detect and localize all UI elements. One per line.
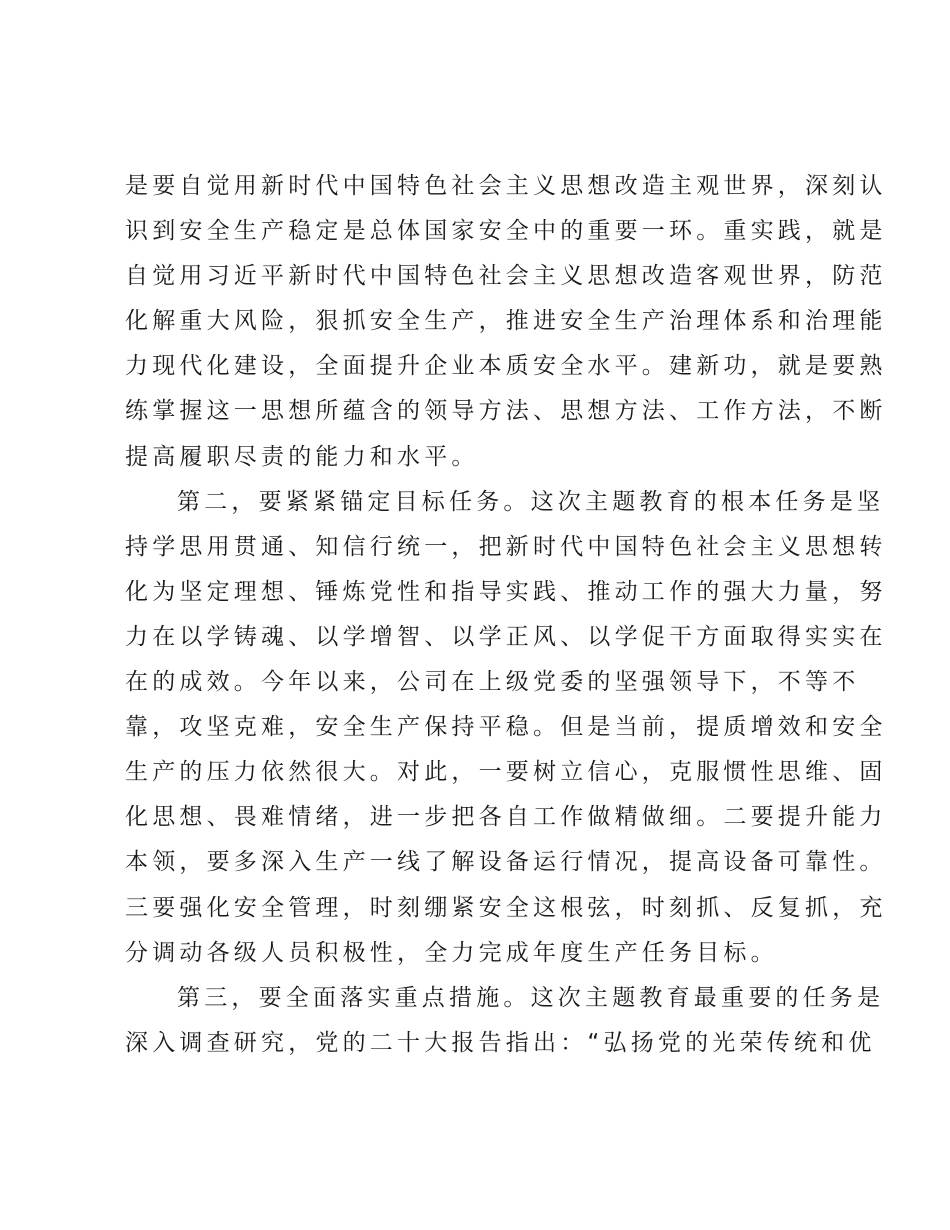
- text-line: 本领，要多深入生产一线了解设备运行情况，提高设备可靠性。: [125, 849, 887, 876]
- paragraph-third-point: [125, 976, 885, 1066]
- document-page: [125, 164, 887, 1066]
- text-line: 分调动各级人员积极性，全力完成年度生产任务目标。: [125, 939, 778, 966]
- text-line-first: 第二，要紧紧锚定目标任务。这次主题教育的根本任务是坚: [177, 488, 885, 515]
- text-line: 力现代化建设，全面提升企业本质安全水平。建新功，就是要熟: [125, 353, 887, 380]
- text-line: 持学思用贯通、知信行统一，把新时代中国特色社会主义思想转: [125, 533, 887, 560]
- text-line: 自觉用习近平新时代中国特色社会主义思想改造客观世界，防范: [125, 263, 887, 290]
- text-line-first: 第三，要全面落实重点措施。这次主题教育最重要的任务是: [177, 984, 885, 1011]
- text-line: 深入调查研究，党的二十大报告指出：“弘扬党的光荣传统和优: [125, 1029, 876, 1056]
- text-line: 练掌握这一思想所蕴含的领导方法、思想方法、工作方法，不断: [125, 398, 887, 425]
- text-line: 是要自觉用新时代中国特色社会主义思想改造主观世界，深刻认: [125, 173, 887, 199]
- text-line: 提高履职尽责的能力和水平。: [125, 443, 479, 470]
- paragraph-continuation: [125, 164, 887, 480]
- text-line: 识到安全生产稳定是总体国家安全中的重要一环。重实践，就是: [125, 218, 887, 245]
- text-line: 生产的压力依然很大。对此，一要树立信心，克服惯性思维、固: [125, 759, 887, 786]
- text-line: 化思想、畏难情绪，进一步把各自工作做精做细。二要提升能力: [125, 804, 887, 831]
- text-line: 化为坚定理想、锤炼党性和指导实践、推动工作的强大力量，努: [125, 578, 887, 605]
- text-line: 化解重大风险，狠抓安全生产，推进安全生产治理体系和治理能: [125, 308, 887, 335]
- text-line: 靠，攻坚克难，安全生产保持平稳。但是当前，提质增效和安全: [125, 714, 887, 741]
- paragraph-second-point: [125, 480, 887, 976]
- text-line: 在的成效。今年以来，公司在上级党委的坚强领导下，不等不: [125, 669, 860, 696]
- text-line: 三要强化安全管理，时刻绷紧安全这根弦，时刻抓、反复抓，充: [125, 894, 887, 921]
- text-line: 力在以学铸魂、以学增智、以学正风、以学促干方面取得实实在: [125, 623, 887, 650]
